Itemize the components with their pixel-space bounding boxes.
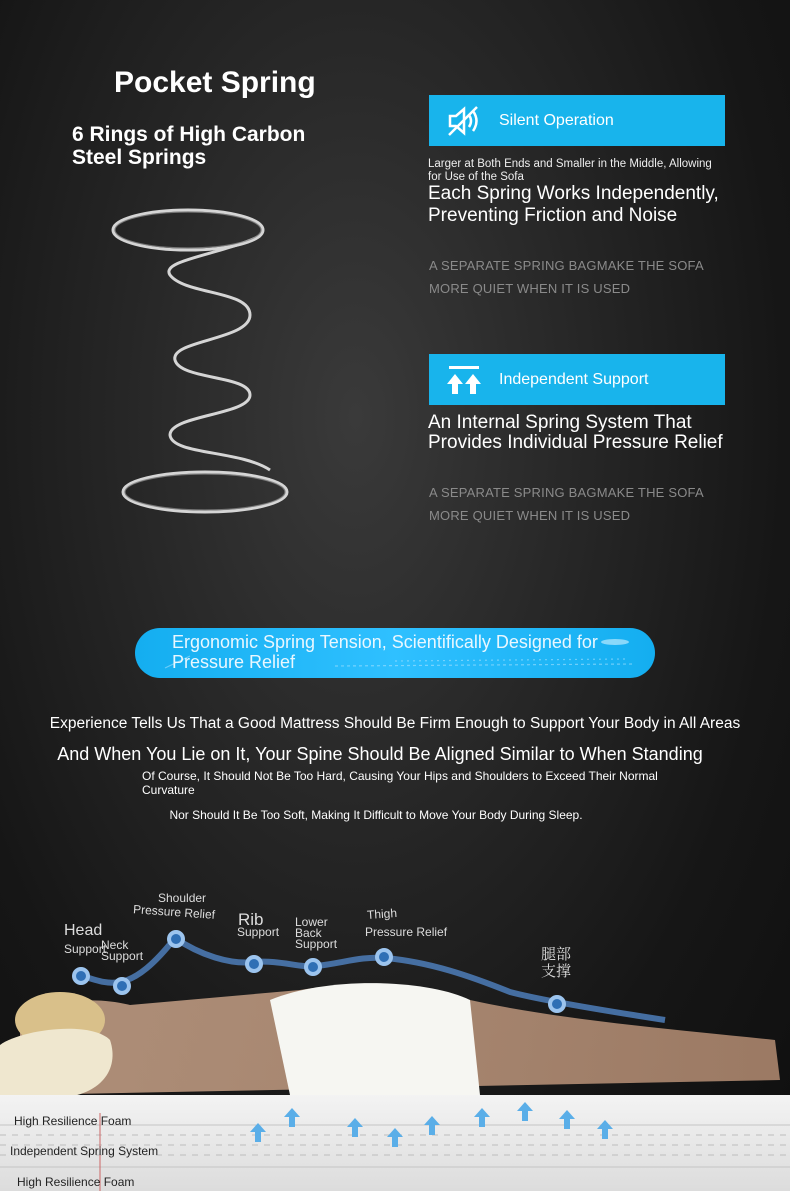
feature-subtext: A SEPARATE SPRING BAGMAKE THE SOFA MORE QUIET WHEN IT IS USED — [429, 258, 704, 296]
mute-speaker-icon — [429, 95, 499, 146]
experience-line-1: Experience Tells Us That a Good Mattress Should Be Firm Enough to Support Your Body in All Areas — [49, 715, 741, 732]
feature-label: Independent Support — [499, 370, 649, 388]
ergonomic-banner — [135, 628, 655, 678]
layer-label-bottom-foam: High Resilience Foam — [17, 1175, 135, 1189]
thigh-relief-label: Pressure Relief — [365, 925, 448, 939]
shoulder-relief-label: Pressure Relief — [132, 902, 216, 922]
shoulder-label: Shoulder — [158, 891, 207, 905]
experience-line-3: Of Course, It Should Not Be Too Hard, Causing Your Hips and Shoulders to Exceed Their Normal Curvature — [142, 769, 658, 797]
head-support-label: Support — [64, 942, 107, 956]
rib-support-title: Rib — [238, 910, 264, 929]
feature-note: Larger at Both Ends and Smaller in the Middle, Allowing for Use of the Sofa — [428, 158, 712, 183]
rib-support-label: Support — [237, 925, 280, 939]
up-arrows-icon — [429, 354, 499, 405]
layer-label-spring-system: Independent Spring System — [10, 1144, 159, 1158]
feature-subtext: A SEPARATE SPRING BAGMAKE THE SOFA MORE QUIET WHEN IT IS USED — [429, 485, 704, 523]
banner-text: Ergonomic Spring Tension, Scientifically Designed for Pressure Relief — [172, 632, 598, 672]
lower-back-support-label: Lower Back Support — [295, 915, 338, 951]
feature-label: Silent Operation — [499, 111, 614, 129]
feature-heading: An Internal Spring System That Provides Individual Pressure Relief — [428, 412, 723, 453]
experience-line-4: Nor Should It Be Too Soft, Making It Difficult to Move Your Body During Sleep. — [169, 808, 583, 822]
feature-bar-independent-support — [429, 354, 725, 405]
leg-support-label: 腿部支撑 — [541, 946, 572, 980]
page-subtitle: 6 Rings of High Carbon Steel Springs — [72, 123, 306, 169]
head-support-title: Head — [64, 922, 103, 939]
layer-label-top-foam: High Resilience Foam — [14, 1114, 132, 1128]
experience-line-2: And When You Lie on It, Your Spine Should Be Aligned Similar to When Standing — [57, 744, 703, 764]
neck-support-label: Neck Support — [101, 938, 144, 963]
page-title: Pocket Spring — [114, 66, 316, 99]
feature-heading: Each Spring Works Independently, Preventing Friction and Noise — [428, 183, 719, 226]
coil-spring-illustration — [100, 200, 310, 520]
thigh-label: Thigh — [366, 905, 398, 923]
feature-bar-silent-operation — [429, 95, 725, 146]
